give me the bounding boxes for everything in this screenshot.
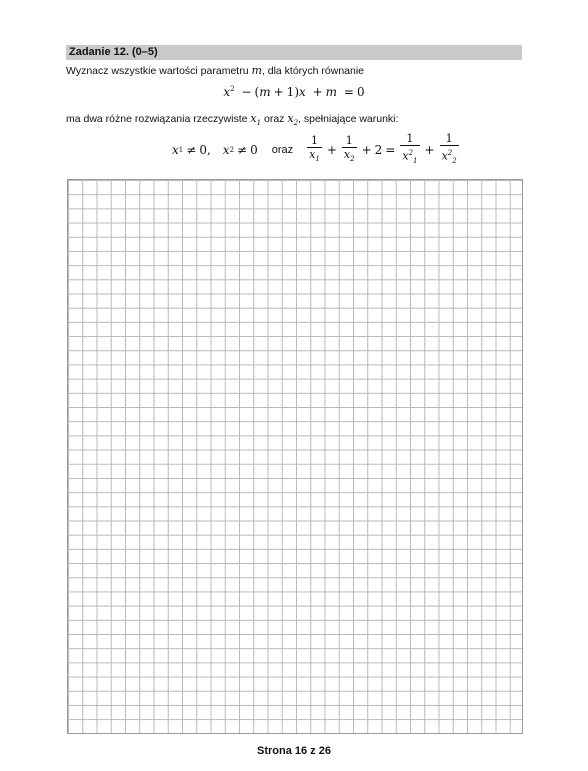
task-intro bbox=[66, 64, 364, 77]
cond-zero-1: 0 bbox=[199, 143, 207, 157]
cond-comma: , bbox=[206, 143, 211, 157]
intro-text-after: , dla których równanie bbox=[261, 65, 365, 77]
cond-equals: = bbox=[385, 143, 396, 157]
cond-oraz: oraz bbox=[271, 144, 294, 156]
frac-1-over-x1-sq: $\frac{1}{x^2_1}$ bbox=[402, 132, 418, 165]
cond-plus-2: + bbox=[361, 143, 372, 157]
eq-square: 2 bbox=[230, 85, 235, 93]
frac-1-over-x2: $\frac{1}{x_2}$ bbox=[343, 133, 355, 164]
x1-symbol: $x_1$ bbox=[250, 112, 262, 128]
task-line-2 bbox=[66, 112, 398, 127]
cond-x1: x bbox=[172, 143, 179, 157]
quadratic-equation bbox=[0, 85, 588, 99]
cond-x2-sub: 2 bbox=[229, 146, 235, 154]
cond-zero-2: 0 bbox=[250, 143, 258, 157]
page-number: Strona 16 z 26 bbox=[257, 745, 331, 757]
cond-two: 2 bbox=[374, 143, 383, 157]
frac-1-over-x1: $\frac{1}{x_1}$ bbox=[309, 133, 320, 164]
eq-one: 1 bbox=[286, 85, 295, 99]
eq-x: x bbox=[223, 85, 231, 99]
cond-x2: x bbox=[222, 143, 230, 157]
param-symbol: m bbox=[251, 64, 262, 77]
cond-plus-1: + bbox=[326, 143, 337, 157]
line2-oraz: oraz bbox=[261, 113, 288, 125]
task-header: Zadanie 12. (0–5) bbox=[66, 45, 522, 60]
x2-symbol: $x_2$ bbox=[287, 112, 299, 128]
eq-zero: 0 bbox=[356, 85, 365, 99]
eq-equals: = bbox=[343, 85, 354, 99]
answer-grid[interactable] bbox=[67, 179, 523, 734]
eq-close-paren: ) bbox=[294, 85, 299, 99]
eq-minus: − bbox=[241, 85, 252, 99]
cond-neq-2: ≠ bbox=[237, 143, 248, 157]
eq-m: m bbox=[259, 85, 271, 99]
eq-open-paren: ( bbox=[254, 85, 260, 99]
eq-plus: + bbox=[273, 85, 284, 99]
cond-neq-1: ≠ bbox=[186, 143, 197, 157]
frac-1-over-x2-sq: $\frac{1}{x^2_2}$ bbox=[441, 132, 457, 165]
line2-text-before: ma dwa różne rozwiązania rzeczywiste bbox=[66, 113, 251, 125]
cond-plus-3: + bbox=[424, 143, 435, 157]
intro-text-before: Wyznacz wszystkie wartości parametru bbox=[66, 65, 252, 77]
cond-x1-sub: 1 bbox=[178, 146, 184, 154]
eq-m-const: m bbox=[325, 85, 338, 99]
line2-text-after: , spełniające warunki: bbox=[298, 113, 399, 125]
eq-x-linear: x bbox=[299, 85, 306, 99]
eq-plus-2: + bbox=[312, 85, 323, 99]
conditions-formula bbox=[172, 134, 461, 166]
